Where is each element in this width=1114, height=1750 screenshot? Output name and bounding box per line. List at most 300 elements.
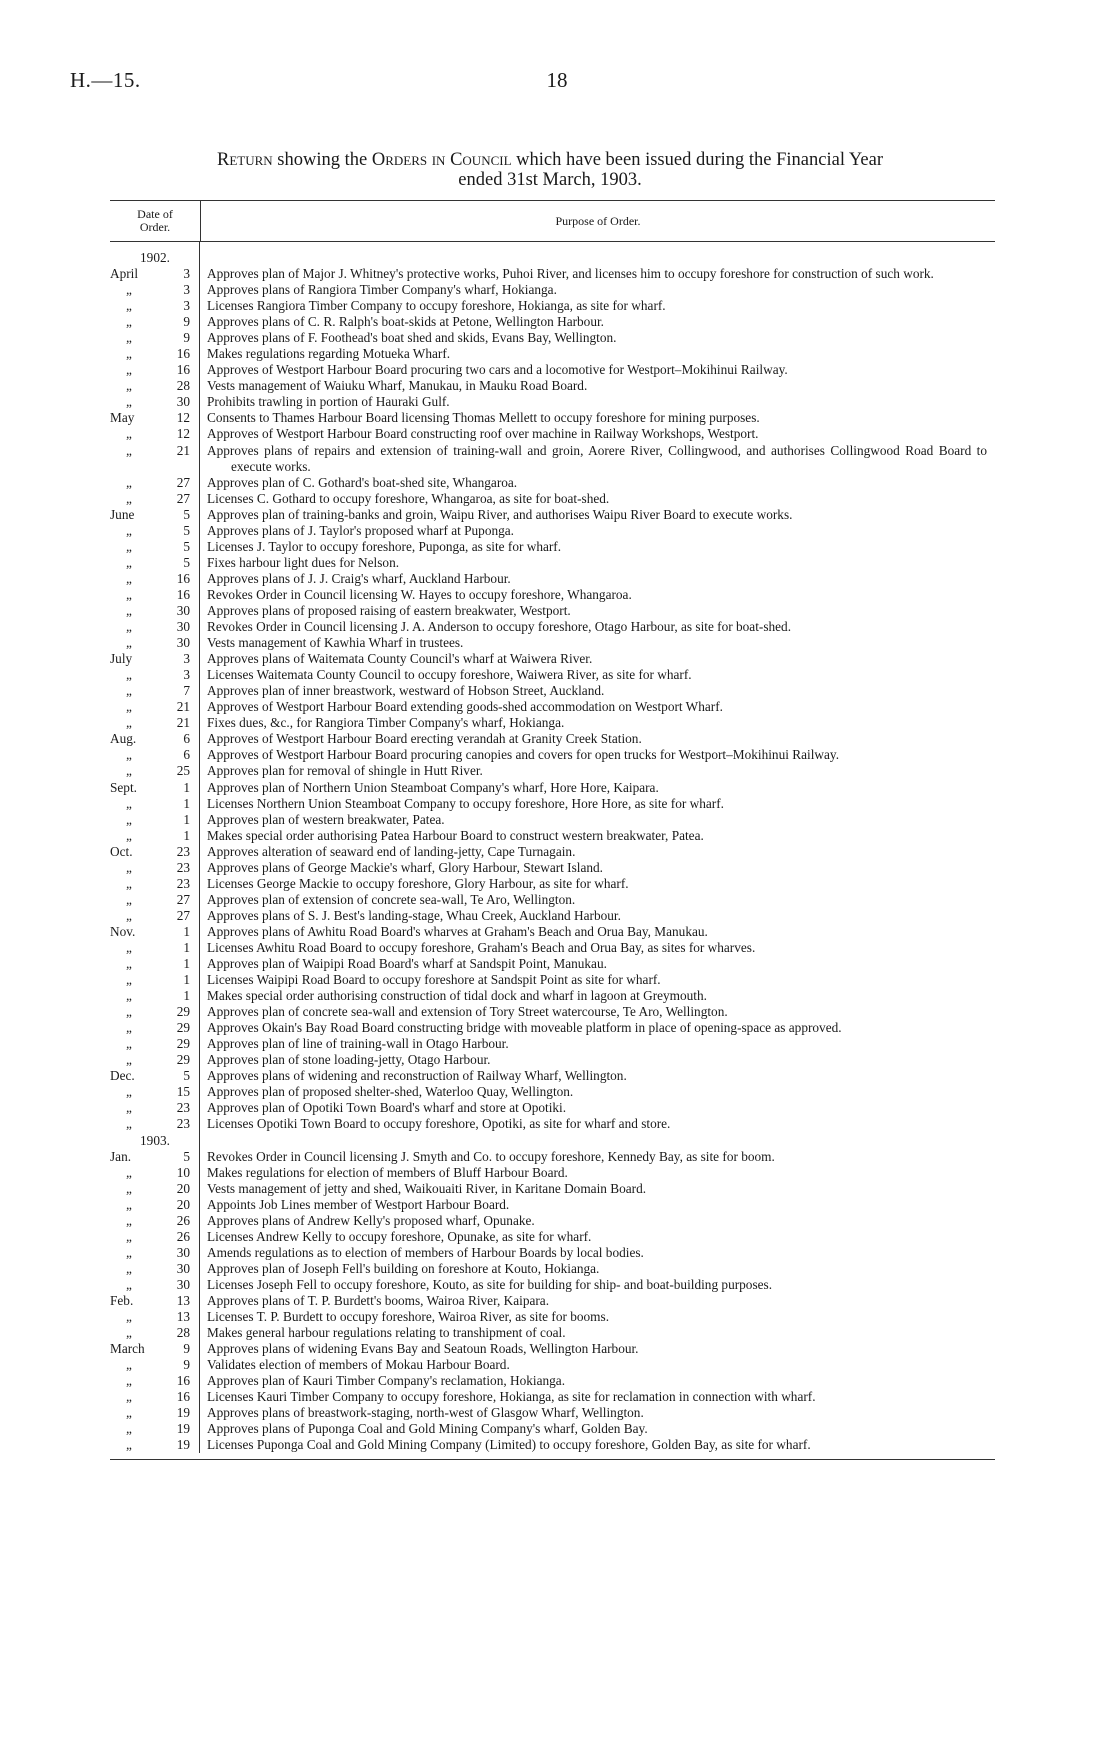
table-row <box>110 330 995 346</box>
order-purpose <box>198 603 995 619</box>
table-row <box>110 314 995 330</box>
order-month-text: „ <box>126 490 132 506</box>
order-purpose <box>198 731 995 747</box>
order-purpose <box>198 362 995 378</box>
order-purpose-text: Fixes dues, &c., for Rangiora Timber Company's wharf, Hokianga. <box>207 715 565 731</box>
table-row <box>110 860 995 876</box>
order-purpose <box>198 619 995 635</box>
title-text-b: which have been issued during the Financial Year <box>511 150 883 170</box>
order-purpose-text: Approves Okain's Bay Road Board constructing bridge with moveable platform in place of opening-space as approved. <box>207 1020 842 1036</box>
table-row <box>110 1068 995 1084</box>
order-month-text: „ <box>126 907 132 923</box>
table-row <box>110 1149 995 1165</box>
order-purpose <box>198 828 995 844</box>
order-day: 1 <box>183 795 190 811</box>
order-purpose-text: Makes special order authorising Patea Harbour Board to construct western breakwater, Patea. <box>207 827 704 843</box>
order-day: 16 <box>176 1373 190 1389</box>
order-month-text: „ <box>126 891 132 907</box>
table-row <box>110 1020 995 1036</box>
table-row <box>110 876 995 892</box>
order-day: 12 <box>176 426 190 442</box>
order-month <box>110 298 160 314</box>
table-row <box>110 555 995 571</box>
order-day: 1 <box>183 779 190 795</box>
order-purpose-text: Consents to Thames Harbour Board licensing Thomas Mellett to occupy foreshore for mining purposes. <box>207 410 760 426</box>
table-row <box>110 1293 995 1309</box>
order-month-text: „ <box>126 426 132 442</box>
year-row <box>110 1133 995 1149</box>
table-row <box>110 1004 995 1020</box>
order-month-text: Dec. <box>110 1068 135 1084</box>
order-day: 3 <box>183 651 190 667</box>
order-purpose-text: Approves plan for removal of shingle in Hutt River. <box>207 763 483 779</box>
table-row <box>110 699 995 715</box>
table-row <box>110 1084 995 1100</box>
order-month-text: „ <box>126 956 132 972</box>
order-purpose <box>198 1405 995 1421</box>
table-row <box>110 1261 995 1277</box>
order-day: 16 <box>176 362 190 378</box>
order-purpose-text: Licenses J. Taylor to occupy foreshore, Puponga, as site for wharf. <box>207 538 562 554</box>
order-month <box>110 699 160 715</box>
order-purpose-text: Approves plan of Joseph Fell's building on foreshore at Kouto, Hokianga. <box>207 1260 600 1276</box>
order-day: 29 <box>176 1004 190 1020</box>
table-row <box>110 1277 995 1293</box>
order-day: 26 <box>176 1228 190 1244</box>
order-month-text: „ <box>126 442 132 458</box>
order-month <box>110 1245 160 1261</box>
order-month <box>110 667 160 683</box>
order-purpose <box>198 635 995 651</box>
table-row <box>110 1373 995 1389</box>
order-day: 30 <box>176 1276 190 1292</box>
order-purpose-text: Approves plan of Kauri Timber Company's reclamation, Hokianga. <box>207 1373 566 1389</box>
order-month <box>110 282 160 298</box>
table-header <box>110 200 995 242</box>
order-month-text: „ <box>126 683 132 699</box>
order-month-text: „ <box>126 346 132 362</box>
table-row <box>110 394 995 410</box>
order-purpose <box>198 1341 995 1357</box>
order-purpose <box>198 1004 995 1020</box>
order-purpose <box>198 860 995 876</box>
order-purpose <box>198 1036 995 1052</box>
order-purpose <box>198 876 995 892</box>
order-day: 29 <box>176 1020 190 1036</box>
title-word-return: Return <box>216 150 273 170</box>
order-purpose <box>198 1020 995 1036</box>
order-month <box>110 908 160 924</box>
order-day: 30 <box>176 394 190 410</box>
order-month <box>110 507 160 523</box>
order-purpose-text: Approves plans of breastwork-staging, north-west of Glasgow Wharf, Wellington. <box>207 1405 644 1421</box>
order-purpose <box>198 1309 995 1325</box>
order-purpose <box>198 491 995 507</box>
order-month <box>110 1213 160 1229</box>
order-month-text: „ <box>126 394 132 410</box>
year-label: 1902. <box>140 250 170 265</box>
order-month-text: „ <box>126 1421 132 1437</box>
order-day: 23 <box>176 843 190 859</box>
order-month <box>110 828 160 844</box>
date-header-line-1: Date of <box>137 207 173 221</box>
order-month <box>110 844 160 860</box>
table-row <box>110 475 995 491</box>
order-month <box>110 603 160 619</box>
order-purpose <box>198 1293 995 1309</box>
order-month-text: „ <box>126 1052 132 1068</box>
table-row <box>110 1165 995 1181</box>
year-label: 1903. <box>140 1132 170 1148</box>
order-day: 12 <box>176 410 190 426</box>
order-day: 20 <box>176 1196 190 1212</box>
order-month <box>110 940 160 956</box>
date-header-line-2: Order. <box>139 220 171 234</box>
order-month <box>110 1389 160 1405</box>
table-row <box>110 539 995 555</box>
order-purpose <box>198 1068 995 1084</box>
order-month <box>110 1084 160 1100</box>
order-purpose-text: Approves plan of line of training-wall in Otago Harbour. <box>207 1036 509 1052</box>
order-month-text: „ <box>126 667 132 683</box>
order-purpose-text: Approves plans of S. J. Best's landing-stage, Whau Creek, Auckland Harbour. <box>207 907 621 923</box>
order-purpose-text: Approves plans of J. Taylor's proposed wharf at Puponga. <box>207 522 514 538</box>
order-purpose <box>198 282 995 298</box>
order-month <box>110 619 160 635</box>
order-month <box>110 1116 160 1132</box>
table-row <box>110 1325 995 1341</box>
order-purpose <box>198 298 995 314</box>
order-purpose <box>198 1084 995 1100</box>
table-row <box>110 410 995 426</box>
order-month-text: „ <box>126 715 132 731</box>
table-row <box>110 988 995 1004</box>
order-purpose <box>198 443 995 475</box>
table-row <box>110 715 995 731</box>
order-purpose <box>198 1165 995 1181</box>
table-row <box>110 587 995 603</box>
order-month-text: „ <box>126 602 132 618</box>
order-purpose <box>198 667 995 683</box>
order-purpose <box>198 988 995 1004</box>
table-row <box>110 507 995 523</box>
order-purpose-text: Prohibits trawling in portion of Hauraki Gulf. <box>207 394 450 410</box>
order-purpose-text: Licenses Joseph Fell to occupy foreshore, Kouto, as site for building for ship- and boat-building purposes. <box>207 1276 773 1292</box>
order-day: 13 <box>176 1309 190 1324</box>
order-purpose <box>198 1421 995 1437</box>
order-day: 1 <box>183 988 190 1004</box>
order-purpose-text: Makes regulations for election of members of Bluff Harbour Board. <box>207 1164 568 1180</box>
order-month <box>110 378 160 394</box>
table-row <box>110 426 995 442</box>
table-row <box>110 651 995 667</box>
order-month <box>110 1373 160 1389</box>
order-month <box>110 1309 160 1325</box>
order-day: 5 <box>183 522 190 538</box>
order-purpose <box>198 1213 995 1229</box>
order-month <box>110 876 160 892</box>
order-purpose-text: Licenses C. Gothard to occupy foreshore, Whangaroa, as site for boat-shed. <box>207 490 610 506</box>
order-purpose <box>198 1149 995 1165</box>
order-day: 19 <box>176 1421 190 1437</box>
order-day: 23 <box>176 859 190 875</box>
order-month <box>110 1149 160 1165</box>
order-purpose-text: Approves of Westport Harbour Board procuring canopies and covers for open trucks for Westport–Mokihinui Railway. <box>207 747 840 763</box>
order-month-text: „ <box>126 939 132 955</box>
order-purpose-text: Approves plan of C. Gothard's boat-shed site, Whangaroa. <box>207 474 518 490</box>
order-month <box>110 892 160 908</box>
order-month-text: „ <box>126 1212 132 1228</box>
order-day: 27 <box>176 474 190 490</box>
order-purpose-text: Approves plans of Waitemata County Council's wharf at Waiwera River. <box>207 651 593 667</box>
table-row <box>110 796 995 812</box>
title-line-2: ended 31st March, 1903. <box>458 170 642 190</box>
order-day: 30 <box>176 1260 190 1276</box>
order-purpose-text: Approves plan of training-banks and groin, Waipu River, and authorises Waipu River Board to execute works. <box>207 506 793 522</box>
order-month-text: „ <box>126 1020 132 1036</box>
order-purpose-text: Licenses Puponga Coal and Gold Mining Company (Limited) to occupy foreshore, Golden Bay, as site for wharf. <box>207 1437 811 1453</box>
order-month <box>110 763 160 779</box>
table-row <box>110 892 995 908</box>
order-day: 3 <box>183 266 190 281</box>
order-month-text: „ <box>126 1357 132 1373</box>
order-purpose <box>198 475 995 491</box>
table-row <box>110 491 995 507</box>
order-day: 15 <box>176 1084 190 1100</box>
order-purpose-text: Approves plans of widening Evans Bay and Seatoun Roads, Wellington Harbour. <box>207 1341 639 1357</box>
order-day: 21 <box>176 715 190 731</box>
order-purpose <box>198 715 995 731</box>
order-month <box>110 410 160 426</box>
table-row <box>110 378 995 394</box>
order-month <box>110 523 160 539</box>
order-purpose-text: Approves plans of widening and reconstruction of Railway Wharf, Wellington. <box>207 1068 627 1084</box>
table-row <box>110 635 995 651</box>
table-row <box>110 956 995 972</box>
order-purpose <box>198 1100 995 1116</box>
order-purpose-text: Approves of Westport Harbour Board erecting verandah at Granity Creek Station. <box>207 731 642 747</box>
order-purpose <box>198 844 995 860</box>
order-month <box>110 924 160 940</box>
order-day: 16 <box>176 346 190 362</box>
order-purpose <box>198 1116 995 1132</box>
table-row <box>110 1357 995 1373</box>
order-month <box>110 988 160 1004</box>
table-row <box>110 1213 995 1229</box>
order-month <box>110 1068 160 1084</box>
order-month-text: „ <box>126 1196 132 1212</box>
order-month-text: „ <box>126 1116 132 1132</box>
order-month-text: „ <box>126 619 132 635</box>
order-purpose <box>198 1245 995 1261</box>
order-purpose-text: Approves plans of T. P. Burdett's booms, Wairoa River, Kaipara. <box>207 1292 550 1308</box>
order-purpose <box>198 940 995 956</box>
order-month-text: „ <box>126 362 132 378</box>
order-day: 1 <box>183 811 190 827</box>
order-month <box>110 394 160 410</box>
order-purpose <box>198 780 995 796</box>
order-month <box>110 571 160 587</box>
table-row <box>110 1437 995 1453</box>
order-month-text: Nov. <box>110 923 136 939</box>
order-purpose-text: Licenses Waitemata County Council to occupy foreshore, Waiwera River, as site for wharf. <box>207 667 692 683</box>
order-month <box>110 683 160 699</box>
title-text-a: showing the <box>272 150 372 170</box>
table-row <box>110 282 995 298</box>
table-bottom-rule <box>110 1459 995 1460</box>
order-purpose-text: Licenses George Mackie to occupy foreshore, Glory Harbour, as site for wharf. <box>207 875 629 891</box>
order-purpose <box>198 908 995 924</box>
order-purpose <box>198 410 995 426</box>
order-day: 29 <box>176 1036 190 1052</box>
table-body <box>110 242 995 1453</box>
order-month-text: „ <box>126 1437 132 1453</box>
order-purpose-text: Makes regulations regarding Motueka Wharf. <box>207 346 451 362</box>
table-row <box>110 571 995 587</box>
table-row <box>110 1229 995 1245</box>
order-purpose <box>198 555 995 571</box>
table-row <box>110 763 995 779</box>
order-month-text: Jan. <box>110 1148 132 1164</box>
order-purpose-text: Licenses Waipipi Road Board to occupy foreshore at Sandspit Point as site for wharf. <box>207 972 661 988</box>
order-day: 5 <box>183 538 190 554</box>
order-purpose-text: Approves plans of George Mackie's wharf, Glory Harbour, Stewart Island. <box>207 859 603 875</box>
order-day: 10 <box>176 1164 190 1180</box>
order-month-text: „ <box>126 1164 132 1180</box>
order-month-text: April <box>110 266 139 281</box>
order-purpose <box>198 972 995 988</box>
order-purpose <box>198 346 995 362</box>
order-month-text: „ <box>126 282 132 298</box>
order-month-text: „ <box>126 1004 132 1020</box>
order-purpose <box>198 763 995 779</box>
order-day: 3 <box>183 667 190 683</box>
orders-table <box>110 200 995 1460</box>
order-month-text: „ <box>126 1325 132 1341</box>
order-purpose <box>198 683 995 699</box>
order-purpose <box>198 956 995 972</box>
order-month-text: „ <box>126 586 132 602</box>
order-day: 28 <box>176 378 190 394</box>
order-day: 16 <box>176 1389 190 1405</box>
order-month-text: Feb. <box>110 1292 134 1308</box>
order-month <box>110 443 160 475</box>
order-month <box>110 1293 160 1309</box>
order-purpose-text: Licenses T. P. Burdett to occupy foreshore, Wairoa River, as site for booms. <box>207 1309 610 1324</box>
order-purpose-text: Approves plan of Major J. Whitney's protective works, Puhoi River, and licenses him to occupy foreshore for construction of such work. <box>207 266 934 281</box>
order-month <box>110 555 160 571</box>
order-purpose <box>198 747 995 763</box>
order-purpose <box>198 1277 995 1293</box>
order-purpose <box>198 426 995 442</box>
order-purpose-text: Approves plan of western breakwater, Patea. <box>207 811 445 827</box>
order-day: 1 <box>183 827 190 843</box>
order-month-text: June <box>110 506 135 522</box>
order-month <box>110 539 160 555</box>
table-row <box>110 844 995 860</box>
order-purpose-text: Approves plan of concrete sea-wall and extension of Tory Street watercourse, Te Aro, Wellington. <box>207 1004 728 1020</box>
table-row <box>110 362 995 378</box>
order-month <box>110 796 160 812</box>
order-purpose-text: Approves plan of proposed shelter-shed, Waterloo Quay, Wellington. <box>207 1084 574 1100</box>
order-day: 26 <box>176 1212 190 1228</box>
order-month-text: „ <box>126 1405 132 1421</box>
title-orders-in-council: Orders in Council <box>371 150 512 170</box>
order-purpose <box>198 1373 995 1389</box>
order-purpose-text: Approves plans of repairs and extension of training-wall and groin, Aorere River, Collingwood, and authorises Collingwood Road Board to execute works. <box>207 442 987 474</box>
order-purpose-text: Vests management of jetty and shed, Waikouaiti River, in Karitane Domain Board. <box>207 1180 647 1196</box>
order-purpose-text: Approves plan of Northern Union Steamboat Company's wharf, Hore Hore, Kaipara. <box>207 779 659 795</box>
order-purpose-text: Makes general harbour regulations relating to transhipment of coal. <box>207 1325 566 1341</box>
order-month <box>110 362 160 378</box>
order-month-text: „ <box>126 570 132 586</box>
order-purpose <box>198 1437 995 1453</box>
table-row <box>110 523 995 539</box>
order-day: 30 <box>176 602 190 618</box>
order-purpose-text: Licenses Kauri Timber Company to occupy foreshore, Hokianga, as site for reclamation in connection with wharf. <box>207 1389 816 1405</box>
table-row <box>110 731 995 747</box>
order-month-text: „ <box>126 972 132 988</box>
order-day: 5 <box>183 1148 190 1164</box>
order-day: 30 <box>176 619 190 635</box>
order-purpose <box>198 1261 995 1277</box>
order-day: 6 <box>183 731 190 747</box>
order-month <box>110 1036 160 1052</box>
table-row <box>110 1181 995 1197</box>
order-month-text: „ <box>126 859 132 875</box>
order-day: 5 <box>183 1068 190 1084</box>
order-day: 9 <box>183 330 190 346</box>
order-day: 21 <box>176 699 190 715</box>
order-purpose-text: Revokes Order in Council licensing J. A. Anderson to occupy foreshore, Otago Harbour, as site for boat-shed. <box>207 619 792 635</box>
order-month-text: „ <box>126 474 132 490</box>
order-day: 1 <box>183 956 190 972</box>
order-month <box>110 1197 160 1213</box>
order-day: 27 <box>176 907 190 923</box>
order-purpose <box>198 266 995 282</box>
order-purpose-text: Revokes Order in Council licensing W. Hayes to occupy foreshore, Whangaroa. <box>207 586 632 602</box>
page-title <box>100 150 1000 190</box>
order-month <box>110 330 160 346</box>
order-month-text: „ <box>126 378 132 394</box>
order-month <box>110 1421 160 1437</box>
order-day: 23 <box>176 1100 190 1116</box>
order-purpose <box>198 507 995 523</box>
order-month-text: Oct. <box>110 843 133 859</box>
order-month <box>110 491 160 507</box>
order-month <box>110 1052 160 1068</box>
order-purpose-text: Approves plans of Andrew Kelly's proposed wharf, Opunake. <box>207 1212 535 1228</box>
order-month <box>110 1165 160 1181</box>
order-month-text: „ <box>126 811 132 827</box>
order-month-text: „ <box>126 1276 132 1292</box>
order-month-text: March <box>110 1341 145 1357</box>
order-purpose <box>198 378 995 394</box>
order-month <box>110 1004 160 1020</box>
order-day: 16 <box>176 570 190 586</box>
order-purpose-text: Makes special order authorising construction of tidal dock and wharf in lagoon at Greymouth. <box>207 988 707 1004</box>
order-day: 9 <box>183 1357 190 1373</box>
order-purpose-text: Approves plans of proposed raising of eastern breakwater, Westport. <box>207 602 571 618</box>
table-row <box>110 1052 995 1068</box>
order-purpose <box>198 571 995 587</box>
table-row <box>110 266 995 282</box>
order-day: 19 <box>176 1437 190 1453</box>
order-day: 9 <box>183 1341 190 1357</box>
order-month-text: „ <box>126 1309 132 1324</box>
order-month-text: „ <box>126 1084 132 1100</box>
order-month <box>110 1405 160 1421</box>
